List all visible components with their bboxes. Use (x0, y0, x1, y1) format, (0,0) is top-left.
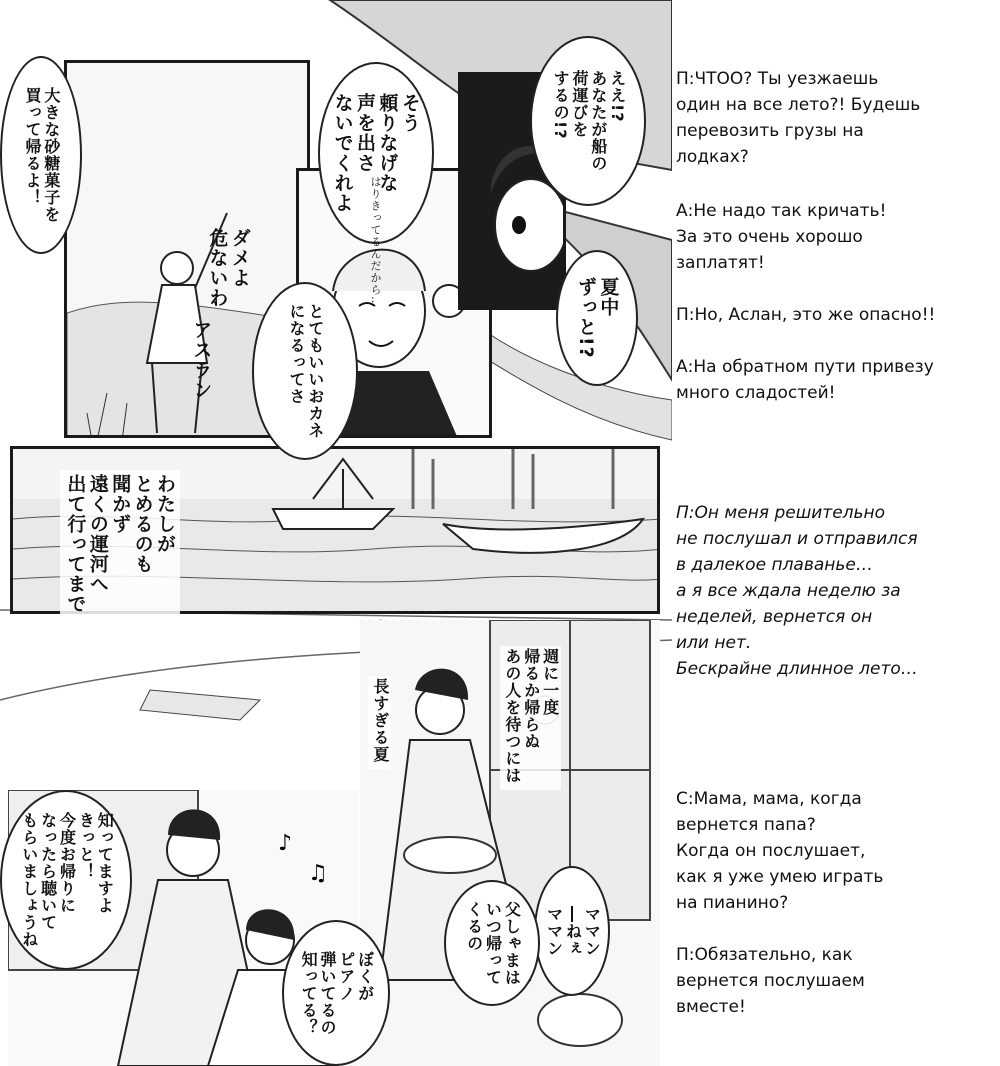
speech-bubble-summer (556, 250, 638, 386)
summer-text: 夏中 ずっと!? (575, 277, 620, 359)
papa-text: 父しゃまは いつ帰って くるの (464, 900, 522, 986)
candy-text: 大きな砂糖菓子を 買って帰るよ！ (23, 87, 61, 223)
speech-bubble-papa (444, 880, 540, 1006)
translation-block-3: П:Но, Аслан, это же опасно!! (676, 305, 936, 325)
aslan-name-text: アスラン (190, 320, 213, 400)
long-summer-text: 長すぎる夏 (370, 678, 390, 763)
wait-caption-text: 週に一度 帰るか帰らぬ あの人を待つには (502, 648, 560, 784)
speech-bubble-okane (252, 282, 358, 460)
translation-block-7: П:Обязательно, как вернется послушаем вместе! (676, 945, 865, 1017)
translation-block-1: П:ЧТОО? Ты уезжаешь один на все лето?! Будешь перевозить грузы на лодках? (676, 69, 921, 167)
note-hariki (368, 176, 381, 312)
caption-wait (500, 646, 561, 790)
speech-bubble-mama (534, 866, 610, 996)
translation-block-4: А:На обратном пути привезу много сладостей! (676, 357, 934, 403)
svg-text:♫: ♫ (308, 861, 328, 886)
caption-dame (206, 228, 251, 312)
translation-block-5: П:Он меня решительно не послушал и отправился в далекое плаванье… а я все ждала неделю за неделей, вернется он или нет. Бескрайне длинное лето… (676, 503, 918, 679)
speech-bubble-candy (0, 56, 82, 254)
speech-bubble-piano (282, 920, 390, 1066)
know-text: 知ってますよ きっと！ 今度お帰りに なったら聴いて もらいましょうね (19, 812, 115, 948)
translation-block-6: С:Мама, мама, когда вернется папа? Когда он послушает, как я уже умею играть на пианино? (676, 789, 884, 913)
hariki-text: はりきってるんだから… (368, 176, 382, 308)
caption-long-summer (368, 676, 391, 769)
caption-aslan-name (190, 320, 212, 404)
piano-text: ぼくが ピアノ 弾いてるの 知ってる？ (299, 950, 375, 1036)
speech-bubble-ship (530, 36, 646, 206)
caption-canal (60, 470, 180, 622)
svg-text:♪: ♪ (278, 831, 293, 856)
mama-text: ママン ―ねぇ ママン (544, 905, 602, 957)
okane-text: とてもいいおカネ になるってさ (287, 303, 325, 439)
dame-text: ダメよ 危ないわ (206, 228, 251, 308)
translation-block-2: А:Не надо так кричать! За это очень хорошо заплатят! (676, 201, 887, 273)
voice-text: そう 頼りなげな 声を出さ ないでくれよ (331, 93, 421, 213)
ship-text: ええ!? あなたが船の 荷運びを するの!? (551, 70, 627, 172)
speech-bubble-know (0, 790, 132, 970)
canal-caption-text: わたしが とめるのも 聞かず 遠くの運河へ 出て行ってまで (64, 474, 177, 614)
